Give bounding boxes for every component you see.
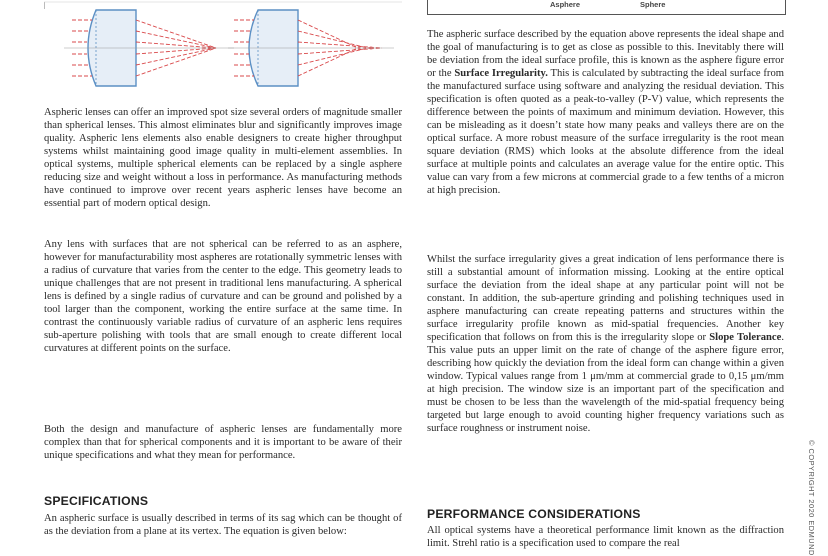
sphere-lens-diagram <box>228 10 394 86</box>
asphere-sphere-caption-frame <box>427 0 786 15</box>
paragraph-surface-irregularity <box>427 28 784 197</box>
text-run: Whilst the surface irregularity gives a great indication of lens performance there is still a substantial amount of information missing. Looking at the entire optical surface the deviation from the ideal shape at any particular point will not be constant. In addition, the sub-aperture grinding and polishing techniques used in asphere manufacturing can create repeating patterns and structures within the surface irregularity profile known as mid-spatial frequencies. Another key specification that follows on from this is the irregularity slope or <box>427 254 784 343</box>
copyright-sidebar <box>806 440 818 556</box>
term-surface-irregularity: Surface Irregularity. <box>454 68 548 79</box>
term-slope-tolerance: Slope Tolerance <box>709 332 782 343</box>
paragraph-asphere-definition: Any lens with surfaces that are not spherical can be referred to as an asphere, however for manufacturability most aspheres are rotationally symmetric lenses with a radius of curvature that varies from the center to the edge. This geometry leads to unique challenges that are not present in traditional lens manufacturing. A spherical lens is defined by a single radius of curvature and can be ground and polished by a tool larger than the component, working the entire surface at the same time. In contrast the continuously variable radius of curvature of an aspheric lens requires sub-aperture polishing with tools that are small enough to create different local curvatures at different points on the surface. <box>44 239 402 354</box>
paragraph-sag: An aspheric surface is usually described in terms of its sag which can be thought of as the deviation from a plane at its vertex. The equation is given below: <box>44 513 402 537</box>
copyright-text: © COPYRIGHT 2020 EDMUND <box>807 440 816 556</box>
paragraph-intro: Aspheric lenses can offer an improved spot size several orders of magnitude smaller than spherical lenses. This almost eliminates blur and significantly improves image quality. Aspheric lens elements also enable designers to create higher throughput systems whilst maintaining good image quality in multi-element assemblies. In optical systems, multiple spherical elements can be replaced by a single asphere reducing size and weight without a loss in performance. As manufacturing methods have continued to improve over recent years aspheric lenses have become an essential part of modern optical design. <box>44 107 402 209</box>
text-run: This is calculated by subtracting the ideal surface from the manufactured surface using software and analyzing the residual deviation. This specification is often quoted as a peak-to-valley (P-V) value, which represents the difference between the points of maximum and minimum deviation. However, this can be misleading as it doesn’t state how many peaks and valleys there are on the optical surface. A more robust measure of the surface irregularity is the root mean square deviation (RMS) which looks at the absolute difference from the ideal surface at multiple points and calculates an average value for the entire optic. This value can vary from a few microns at commercial grade to a few tenths of a micron at high precision. <box>427 68 784 196</box>
label-asphere: Asphere <box>550 0 581 9</box>
label-sphere: Sphere <box>640 0 666 9</box>
heading-performance: PERFORMANCE CONSIDERATIONS <box>427 507 641 521</box>
text-run: . This value puts an upper limit on the rate of change of the asphere figure error, describing how quickly the deviation from the ideal form can change within a given window. Typical values range from 1 μm/mm at commercial grade to 0,15 μm/mm at high precision. The window size is an important part of the specification and must be chosen to be less than the wavelength of the mid-spatial frequency being targeted but large enough to avoid counting higher frequency variations such as surface roughness or instrument noise. <box>427 332 784 434</box>
lens-comparison-figure <box>44 0 402 96</box>
text-run: The aspheric surface described by the equation above represents the ideal shape and the goal of manufacturing is to get as close as possible to this. Inevitably there will be deviation from the ideal surface profile, this is known as the asphere figure error or the <box>427 29 784 79</box>
paragraph-complexity: Both the design and manufacture of aspheric lenses are fundamentally more complex than that for spherical components and it is important to be aware of their unique specifications and what they mean for performance. <box>44 424 402 461</box>
paragraph-performance: All optical systems have a theoretical performance limit known as the diffraction limit. Strehl ratio is a specification used to compare the real <box>427 525 784 549</box>
paragraph-slope-tolerance <box>427 253 784 435</box>
lens-ray-diagram <box>44 0 402 96</box>
asphere-lens-diagram <box>64 10 234 86</box>
heading-specifications: SPECIFICATIONS <box>44 494 149 508</box>
